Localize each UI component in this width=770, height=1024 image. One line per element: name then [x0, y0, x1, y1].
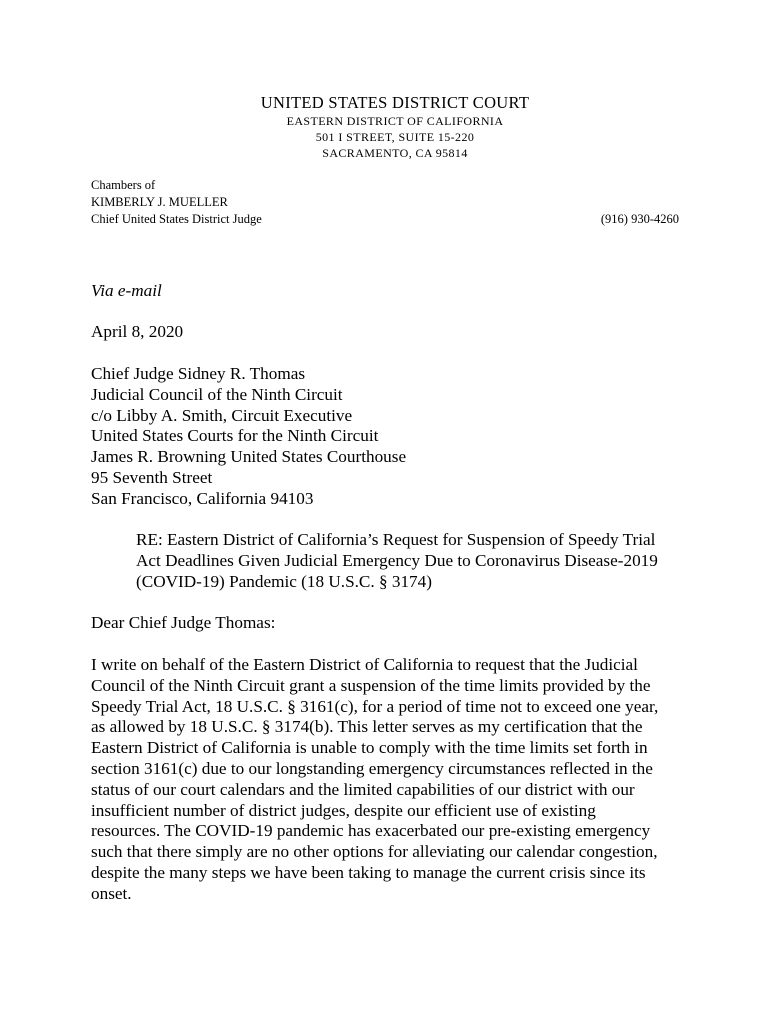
subject-text-line: (COVID-19) Pandemic (18 U.S.C. § 3174) — [136, 571, 432, 591]
court-city-address: SACRAMENTO, CA 95814 — [322, 146, 468, 160]
paragraph-line: resources. The COVID-19 pandemic has exacerbated our pre-existing emergency — [91, 821, 651, 841]
chambers-phone: (916) 930-4260 — [600, 212, 679, 226]
recipient-line: 95 Seventh Street — [91, 467, 213, 487]
court-name: UNITED STATES DISTRICT COURT — [260, 93, 530, 112]
recipient-line: Chief Judge Sidney R. Thomas — [91, 364, 306, 383]
letter-date: April 8, 2020 — [91, 322, 184, 341]
paragraph-line: such that there simply are no other options for alleviating our calendar congestion, — [91, 842, 658, 862]
salutation: Dear Chief Judge Thomas: — [91, 613, 276, 632]
recipient-line: Judicial Council of the Ninth Circuit — [91, 384, 343, 404]
paragraph-line: as allowed by 18 U.S.C. § 3174(b). This letter serves as my certification that the — [91, 717, 643, 737]
paragraph-line: onset. — [91, 883, 132, 903]
paragraph-line: despite the many steps we have been taking to manage the current crisis since its — [91, 862, 646, 882]
paragraph-line: status of our court calendars and the limited capabilities of our district with our — [91, 779, 635, 799]
recipient-line: United States Courts for the Ninth Circuit — [91, 426, 379, 446]
paragraph-line: Council of the Ninth Circuit grant a suspension of the time limits provided by the — [91, 675, 651, 695]
recipient-address — [91, 364, 681, 510]
chambers-label: Chambers of — [91, 178, 156, 192]
delivery-method: Via e-mail — [91, 281, 162, 300]
paragraph-line: Eastern District of California is unable to comply with the time limits set forth in — [91, 738, 648, 758]
recipient-line: c/o Libby A. Smith, Circuit Executive — [91, 405, 353, 425]
letterhead — [0, 93, 770, 161]
paragraph-line: insufficient number of district judges, despite our efficient use of existing — [91, 800, 596, 820]
chambers-block — [91, 177, 262, 228]
court-street-address: 501 I STREET, SUITE 15-220 — [315, 130, 475, 144]
recipient-line: James R. Browning United States Courthouse — [91, 447, 407, 467]
paragraph-line: Speedy Trial Act, 18 U.S.C. § 3161(c), for a period of time not to exceed one year, — [91, 696, 659, 716]
judge-title: Chief United States District Judge — [91, 212, 262, 226]
body-paragraph — [91, 655, 681, 905]
district-name: EASTERN DISTRICT OF CALIFORNIA — [286, 114, 504, 128]
recipient-line: San Francisco, California 94103 — [91, 488, 314, 508]
paragraph-line: section 3161(c) due to our longstanding emergency circumstances reflected in the — [91, 758, 653, 778]
subject-line — [136, 530, 681, 592]
subject-text-line: Act Deadlines Given Judicial Emergency Due to Coronavirus Disease-2019 — [136, 550, 658, 570]
judge-name: KIMBERLY J. MUELLER — [91, 195, 228, 209]
paragraph-line: I write on behalf of the Eastern District of California to request that the Judicial — [91, 655, 638, 674]
subject-text-line: RE: Eastern District of California’s Request for Suspension of Speedy Trial — [136, 530, 656, 549]
